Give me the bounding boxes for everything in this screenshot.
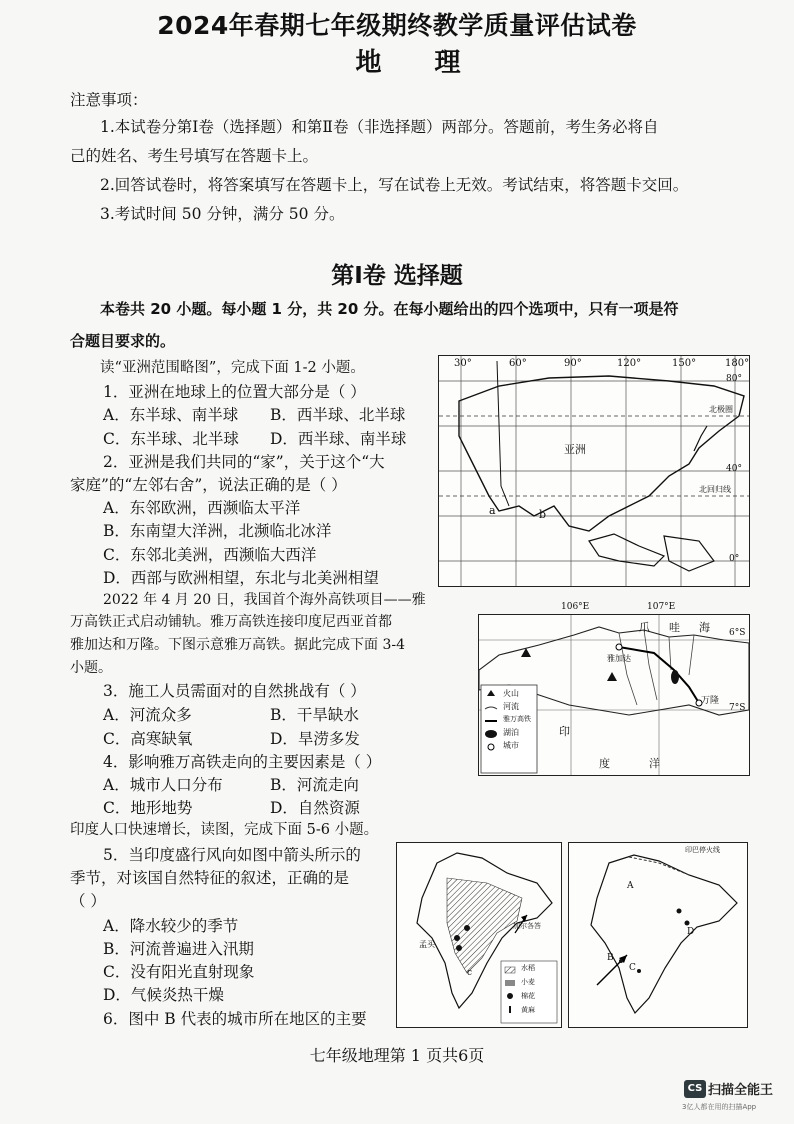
legend-label: 黄麻: [521, 1006, 535, 1014]
option: C．地形地势: [103, 799, 193, 817]
java-railway-map: [478, 602, 750, 776]
option: D．旱涝多发: [270, 730, 360, 748]
option: B．西半球、北半球: [270, 406, 406, 424]
india-outline: [591, 855, 737, 1013]
option: A．城市人口分布: [103, 776, 223, 794]
lat-label: 0°: [729, 554, 740, 564]
map-letter-a: a: [489, 504, 496, 517]
legend-label: 雅万高铁: [503, 715, 531, 723]
map-letter: A: [627, 881, 634, 891]
question-stem: （ ）: [70, 892, 106, 910]
sea-label: 哇: [669, 621, 680, 634]
map-letter: B: [607, 953, 614, 963]
section-intro: 合题目要求的。: [70, 332, 176, 350]
arctic-circle-label: 北极圈: [709, 405, 733, 414]
option: A．降水较少的季节: [103, 917, 239, 935]
option: D．气候炎热干燥: [103, 986, 224, 1004]
option: D．西部与欧洲相望，东北与北美洲相望: [103, 569, 379, 587]
asia-label: 亚洲: [564, 443, 586, 456]
option: B．干旱缺水: [270, 706, 359, 724]
question-stem: 5．当印度盛行风向如图中箭头所示的: [103, 846, 361, 864]
option: C．东邻北美洲，西濒临大西洋: [103, 546, 317, 564]
city-label: 加尔各答: [513, 922, 541, 930]
ceasefire-line-label: 印巴停火线: [685, 846, 720, 854]
legend-label: 水稻: [521, 964, 535, 972]
india-agriculture-map: [396, 842, 562, 1028]
asia-landmass: [459, 376, 744, 531]
map-letter-c: c: [467, 968, 473, 978]
city-label: 孟买: [419, 940, 435, 949]
question-stem: 4．影响雅万高铁走向的主要因素是（ ）: [103, 753, 382, 771]
map-letter: C: [629, 963, 636, 973]
watermark-subtitle: 3亿人都在用的扫描App: [682, 1103, 757, 1111]
notice-item: 2.回答试卷时，将答案填写在答题卡上，写在试卷上无效。考试结束，将答题卡交回。: [100, 176, 689, 194]
watermark-name: 扫描全能王: [708, 1083, 774, 1098]
lat-label: 7°S: [729, 703, 746, 713]
lon-label: 150°: [672, 358, 697, 369]
page-footer: 七年级地理第 1 页共6页: [309, 1046, 485, 1065]
legend-label: 城市: [503, 741, 519, 750]
ocean-label: 印: [559, 725, 570, 738]
lon-label: 180°: [725, 358, 750, 369]
ocean-label: 度: [599, 757, 610, 770]
lon-label: 60°: [509, 358, 527, 369]
india-cities-map: [568, 842, 748, 1028]
notice-heading: 注意事项：: [70, 91, 148, 109]
question-lead: 雅加达和万隆。下图示意雅万高铁。据此完成下面 3-4: [70, 637, 405, 653]
legend-label: 河流: [503, 702, 519, 711]
question-stem: 季节，对该国自然特征的叙述，正确的是: [70, 869, 350, 887]
option: D．西半球、南半球: [270, 430, 407, 448]
asia-map: [438, 355, 750, 587]
sea-label: 海: [699, 621, 710, 634]
legend-label: 小麦: [521, 978, 535, 986]
legend-label: 湖泊: [503, 728, 519, 737]
question-stem: 3．施工人员需面对的自然挑战有（ ）: [103, 682, 366, 700]
ocean-label: 洋: [649, 757, 660, 770]
question-lead: 印度人口快速增长，读图，完成下面 5-6 小题。: [70, 822, 379, 838]
sea-label: 爪: [639, 621, 650, 634]
question-stem: 6．图中 B 代表的城市所在地区的主要: [103, 1010, 367, 1028]
lat-label: 80°: [726, 374, 742, 384]
question-lead: 读“亚洲范围略图”，完成下面 1-2 小题。: [100, 360, 365, 376]
question-lead: 2022 年 4 月 20 日，我国首个海外高铁项目——雅: [103, 592, 426, 608]
map-letter: D: [687, 927, 695, 937]
camscanner-icon: CS: [684, 1080, 706, 1098]
lon-label: 90°: [564, 358, 582, 369]
city-label: 雅加达: [607, 654, 631, 663]
lon-label: 30°: [454, 358, 472, 369]
question-lead: 万高铁正式启动铺轨。雅万高铁连接印度尼西亚首都: [70, 614, 392, 630]
lon-label: 107°E: [647, 602, 676, 612]
question-stem: 2．亚洲是我们共同的“家”，关于这个“大: [103, 453, 385, 471]
lon-label: 106°E: [561, 602, 590, 612]
option: A．东邻欧洲，西濒临太平洋: [103, 499, 301, 517]
map-letter-b: b: [539, 508, 547, 521]
section-intro: 本卷共 20 小题。每小题 1 分，共 20 分。在每小题给出的四个选项中，只有一项是符: [100, 300, 679, 318]
question-lead: 小题。: [70, 660, 112, 676]
notice-item: 3.考试时间 50 分钟，满分 50 分。: [100, 205, 345, 223]
subject-title: 地 理: [355, 48, 483, 78]
legend-label: 棉花: [521, 992, 535, 1000]
notice-item: 1.本试卷分第Ⅰ卷（选择题）和第Ⅱ卷（非选择题）两部分。答题前，考生务必将自: [100, 118, 659, 136]
lat-label: 6°S: [729, 628, 746, 638]
city-label: 万隆: [701, 696, 720, 706]
legend-label: 火山: [503, 689, 519, 698]
lat-label: 40°: [726, 464, 742, 474]
option: B．河流走向: [270, 776, 359, 794]
section-title: 第Ⅰ卷 选择题: [331, 263, 463, 289]
option: D．自然资源: [270, 799, 360, 817]
option: C．高寒缺氧: [103, 730, 193, 748]
question-stem: 家庭”的“左邻右舍”，说法正确的是（ ）: [70, 476, 347, 494]
exam-title: 2024年春期七年级期终教学质量评估试卷: [157, 11, 637, 40]
option: B．河流普遍进入汛期: [103, 940, 254, 958]
notice-item: 己的姓名、考生号填写在答题卡上。: [70, 147, 319, 165]
option: A．河流众多: [103, 706, 192, 724]
option: C．东半球、北半球: [103, 430, 239, 448]
option: C．没有阳光直射现象: [103, 963, 255, 981]
option: A．东半球、南半球: [103, 406, 239, 424]
tropic-label: 北回归线: [699, 485, 731, 494]
question-stem: 1．亚洲在地球上的位置大部分是（ ）: [103, 383, 366, 401]
option: B．东南望大洋洲，北濒临北冰洋: [103, 522, 332, 540]
lon-label: 120°: [617, 358, 642, 369]
